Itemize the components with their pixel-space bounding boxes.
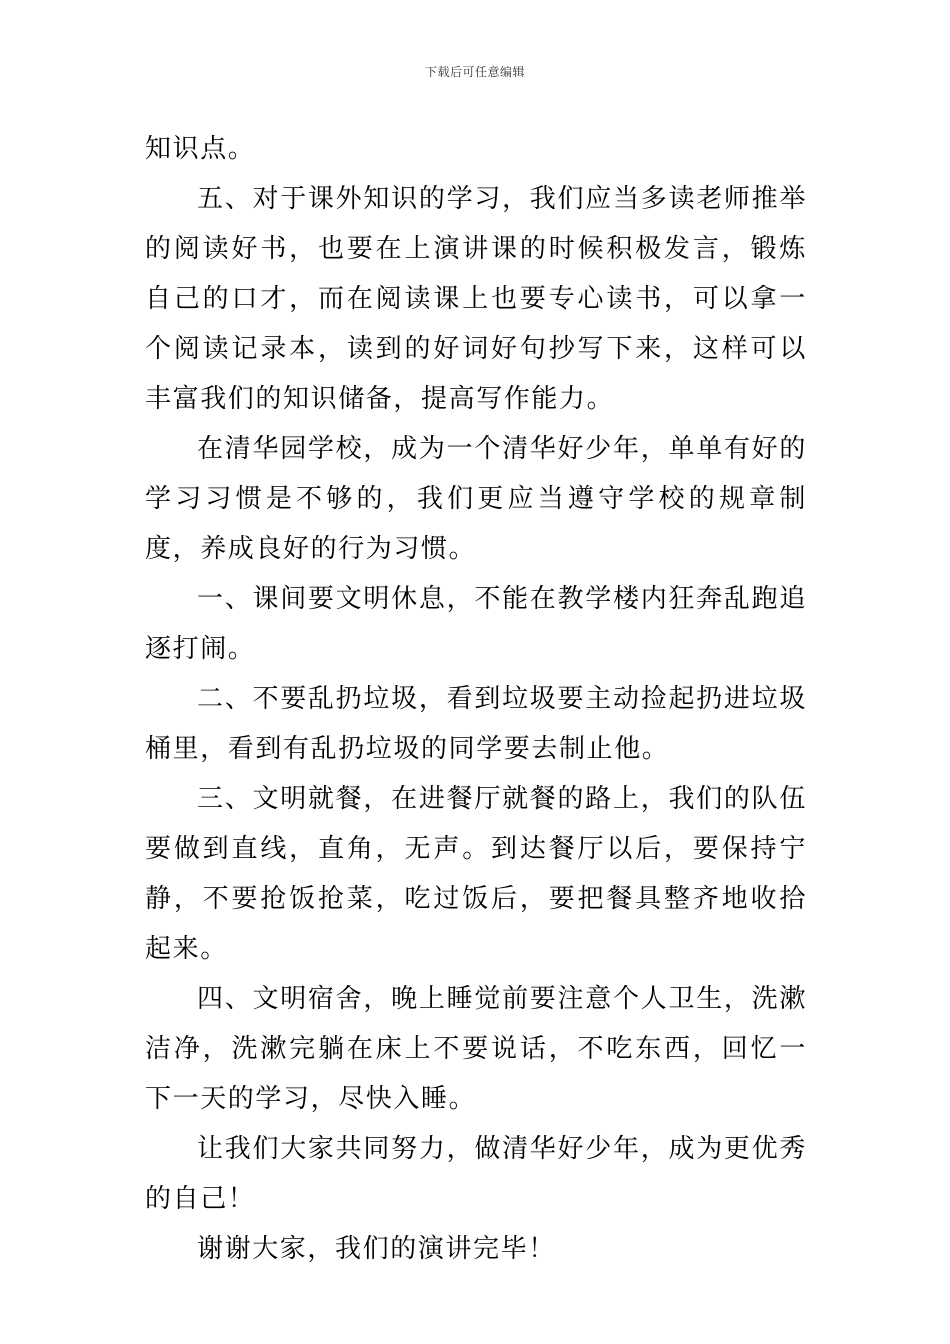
paragraph-rule-one: 一、课间要文明休息，不能在教学楼内狂奔乱跑追逐打闹。: [145, 584, 807, 664]
paragraph-rule-three: 三、文明就餐，在进餐厅就餐的路上，我们的队伍要做到直线，直角，无声。到达餐厅以后，要保持宁静，不要抢饭抢菜，吃过饭后，要把餐具整齐地收拾起来。: [145, 784, 807, 964]
paragraph-call-to-action: 让我们大家共同努力，做清华好少年，成为更优秀的自己！: [145, 1134, 807, 1214]
paragraph-behavior-intro: 在清华园学校，成为一个清华好少年，单单有好的学习习惯是不够的，我们更应当遵守学校的规章制度，养成良好的行为习惯。: [145, 434, 807, 564]
paragraph-point-five: 五、对于课外知识的学习，我们应当多读老师推举的阅读好书，也要在上演讲课的时候积极发言，锻炼自己的口才，而在阅读课上也要专心读书，可以拿一个阅读记录本，读到的好词好句抄写下来，这样可以丰富我们的知识储备，提高写作能力。: [145, 184, 807, 414]
document-body: [145, 124, 807, 1274]
paragraph-closing: 谢谢大家，我们的演讲完毕！: [197, 1234, 556, 1264]
paragraph-rule-two: 二、不要乱扔垃圾，看到垃圾要主动捡起扔进垃圾桶里，看到有乱扔垃圾的同学要去制止他。: [145, 684, 807, 764]
paragraph-rule-four: 四、文明宿舍，晚上睡觉前要注意个人卫生，洗漱洁净，洗漱完躺在床上不要说话，不吃东西，回忆一下一天的学习，尽快入睡。: [145, 984, 807, 1114]
paragraph-continuation: 知识点。: [145, 134, 256, 164]
page-header-note: 下载后可任意编辑: [424, 65, 525, 79]
